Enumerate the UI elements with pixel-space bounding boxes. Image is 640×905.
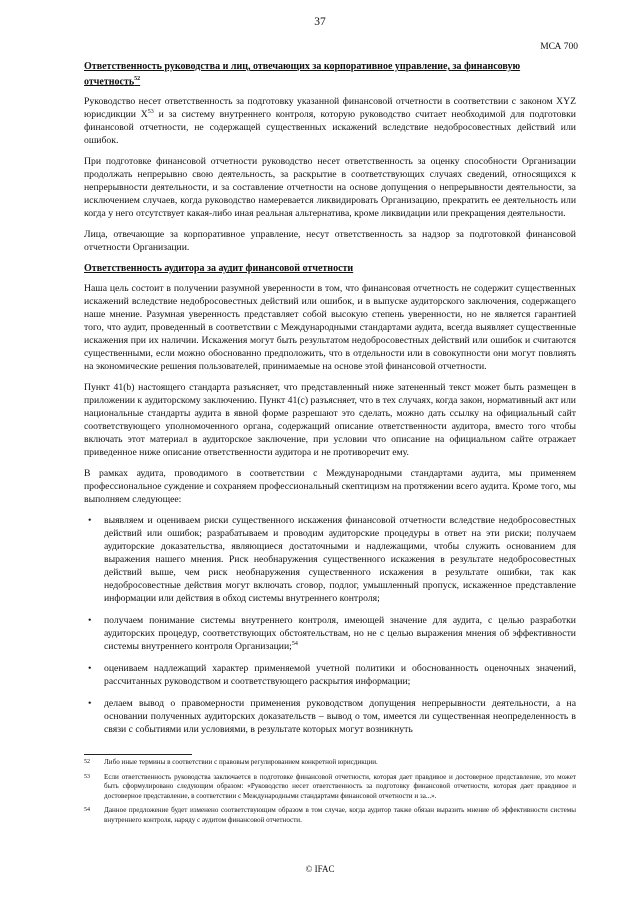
list-item-text: делаем вывод о правомерности применения руководством допущения непрерывности деятельности, а на основании полученных аудиторских доказательств – вывод о том, имеется ли существенная неопределенность в связи с событиями или условиями, в результате которых могут возникнуть xyxy=(104,698,576,736)
paragraph: Лица, отвечающие за корпоративное управление, несут ответственность за надзор за подготовкой финансовой отчетности Организации. xyxy=(84,229,576,254)
footnote xyxy=(84,806,576,825)
footnote-ref: 54 xyxy=(291,641,298,648)
footnote-divider xyxy=(84,754,192,755)
list-item-text: оцениваем надлежащий характер применяемой учетной политики и обоснованность оценочных значений, рассчитанных руководством и соответствующего раскрытия информации; xyxy=(104,663,576,688)
footnote-number: 52 xyxy=(84,759,90,765)
main-content xyxy=(84,60,576,745)
paragraph: При подготовке финансовой отчетности руководство несет ответственность за оценку способности Организации продолжать непрерывно свою деятельность, за раскрытие в соответствующих случаях сведений, относящихся к непрерывности деятельности, и за составление отчетности на основе допущения о непрерывности деятельности, за исключением случаев, когда руководство намеревается ликвидировать Организацию, прекратить ее деятельность или когда у него отсутствует какая-либо иная реальная альтернатива, кроме ликвидации или прекращения деятельности. xyxy=(84,156,576,220)
paragraph xyxy=(84,95,576,147)
footnote-text: Если ответственность руководства заключается в подготовке финансовой отчетности, которая дает правдивое и достоверное представление, это может быть сформулировано следующим образом: «Руководство несет ответственность за подготовку финансовой отчетности, которая дает правдивое и достоверное представление, в соответствии с Международными стандартами финансовой отчетности и за...». xyxy=(104,772,576,800)
bullet-list xyxy=(84,514,576,736)
standard-code: МСА 700 xyxy=(540,42,578,52)
paragraph: В рамках аудита, проводимого в соответствии с Международными стандартами аудита, мы применяем профессиональное суждение и сохраняем профессиональный скептицизм на протяжении всего аудита. Кроме того, мы выполняем следующее: xyxy=(84,468,576,506)
paragraph: Наша цель состоит в получении разумной уверенности в том, что финансовая отчетность не содержит существенных искажений вследствие недобросовестных действий или ошибок, и в выпуске аудиторского заключения, содержащего наше мнение. Разумная уверенность представляет собой высокую степень уверенности, но не является гарантией того, что аудит, проведенный в соответствии с Международными стандартами аудита, всегда выявляет существенные искажения при их наличии. Искажения могут быть результатом недобросовестных действий или ошибок и считаются существенными, если можно обоснованно предположить, что в отдельности или в совокупности они могут повлиять на экономические решения пользователей, принимаемые на основе этой финансовой отчетности. xyxy=(84,283,576,373)
section-heading-management xyxy=(84,60,576,88)
bullet-icon: • xyxy=(88,615,92,627)
footnote-number: 54 xyxy=(84,807,90,813)
footnote-text: Либо иные термины в соответствии с правовым регулированием конкретной юрисдикции. xyxy=(104,758,378,766)
list-item xyxy=(84,614,576,653)
paragraph: Пункт 41(b) настоящего стандарта разъясняет, что представленный ниже затененный текст может быть размещен в приложении к аудиторскому заключению. Пункт 41(c) разъясняет, что в тех случаях, когда закон, нормативный акт или национальные стандарты аудита в явной форме разрешают это сделать, можно дать ссылку на официальный сайт соответствующего уполномоченного органа, содержащий описание ответственности аудитора, вместо того чтобы включать этот материал в аудиторское заключение, при условии что описание на официальном сайте отражает приведенное ниже описание ответственности аудитора и не противоречит ему. xyxy=(84,382,576,459)
page-number: 37 xyxy=(314,16,326,28)
footnote-ref: 53 xyxy=(147,109,154,116)
bullet-icon: • xyxy=(88,515,92,527)
footnote-text: Данное предложение будет изменено соответствующим образом в том случае, когда аудитор также обязан выразить мнение об эффективности системы внутреннего контроля, наряду с аудитом финансовой отчетности. xyxy=(104,806,576,824)
footnote-number: 53 xyxy=(84,773,90,780)
list-item xyxy=(84,662,576,688)
list-item xyxy=(84,697,576,736)
bullet-icon: • xyxy=(88,698,92,710)
list-item-text: получаем понимание системы внутреннего контроля, имеющей значение для аудита, с целью разработки аудиторских процедур, соответствующих обстоятельствам, но не с целью выражения мнения об эффективности системы внутреннего контроля Организации; xyxy=(104,615,576,653)
footnote xyxy=(84,773,576,802)
paragraph-text: Руководство несет ответственность за подготовку указанной финансовой отчетности в соответствии с законом XYZ юрисдикции X xyxy=(84,96,576,121)
footnote xyxy=(84,758,576,768)
list-item-text: выявляем и оцениваем риски существенного искажения финансовой отчетности вследствие недобросовестных действий или ошибок; разрабатываем и проводим аудиторские процедуры в ответ на эти риски; получаем аудиторские доказательства, являющиеся достаточными и надлежащими, чтобы служить основанием для выражения нашего мнения. Риск необнаружения существенного искажения в результате недобросовестных действий выше, чем риск необнаружения существенного искажения в результате ошибки, так как недобросовестные действия могут включать сговор, подлог, умышленный пропуск, искаженное представление информации или действия в обход системы внутреннего контроля; xyxy=(104,515,576,605)
copyright: © IFAC xyxy=(305,864,335,874)
bullet-icon: • xyxy=(88,663,92,675)
footnotes xyxy=(84,758,576,830)
list-item xyxy=(84,514,576,605)
footnote-ref: 52 xyxy=(134,76,141,82)
section-heading-text: Ответственность руководства и лиц, отвечающих за корпоративное управление, за финансовую отчетность xyxy=(84,61,521,88)
section-heading-auditor: Ответственность аудитора за аудит финансовой отчетности xyxy=(84,263,354,275)
paragraph-text: и за систему внутреннего контроля, которую руководство считает необходимой для подготовки финансовой отчетности, не содержащей существенных искажений вследствие недобросовестных действий или ошибок. xyxy=(84,109,576,147)
